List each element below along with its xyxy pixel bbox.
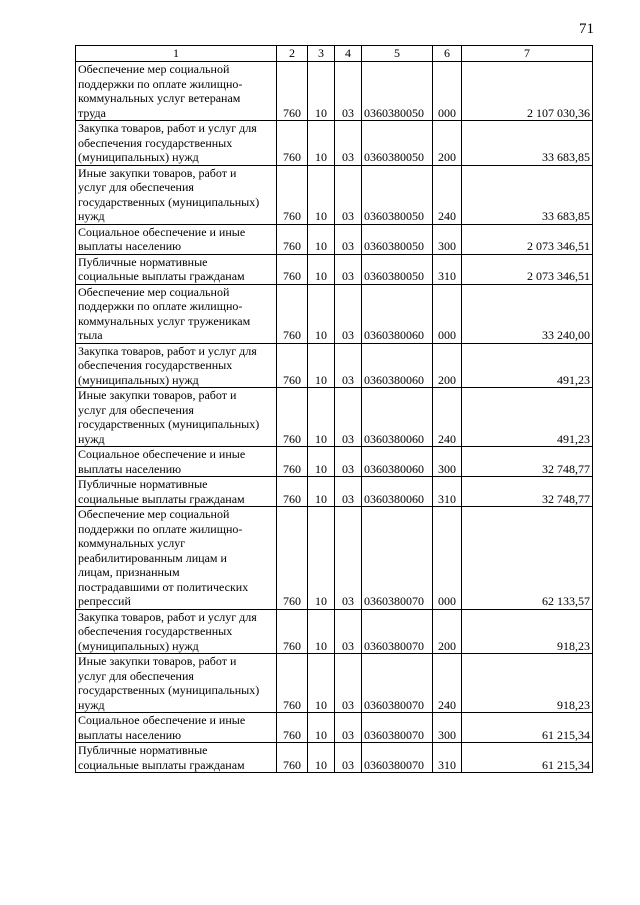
cell-c4: 03 [335, 609, 362, 654]
cell-c2: 760 [277, 743, 308, 773]
cell-name-line: коммунальных услуг ветеранам [78, 91, 241, 105]
table-row [76, 388, 593, 447]
cell-c6: 310 [433, 743, 462, 773]
cell-c7: 61 215,34 [462, 713, 593, 743]
cell-c7: 32 748,77 [462, 447, 593, 477]
cell-c3: 10 [308, 343, 335, 388]
cell-c2: 760 [277, 477, 308, 507]
cell-c7: 32 748,77 [462, 477, 593, 507]
table-body [76, 46, 593, 773]
table-row [76, 507, 593, 610]
cell-c3: 10 [308, 165, 335, 224]
table-row [76, 62, 593, 121]
cell-c3: 10 [308, 507, 335, 610]
cell-c3: 10 [308, 121, 335, 166]
table-row [76, 343, 593, 388]
table-row [76, 165, 593, 224]
cell-c5: 0360380070 [362, 609, 433, 654]
cell-name-line: поддержки по оплате жилищно- [78, 76, 243, 91]
cell-c6: 200 [433, 343, 462, 388]
cell-name-line: коммунальных услуг труженикам [78, 313, 251, 328]
cell-c2: 760 [277, 609, 308, 654]
cell-name [76, 654, 277, 713]
page-number: 71 [579, 21, 594, 37]
cell-name-line: Иные закупки товаров, работ и [78, 654, 237, 668]
cell-name-line: (муниципальных) нужд [78, 150, 199, 164]
cell-c6: 000 [433, 507, 462, 610]
cell-name-line: Закупка товаров, работ и услуг для [78, 343, 257, 358]
cell-c3: 10 [308, 447, 335, 477]
cell-c5: 0360380050 [362, 224, 433, 254]
cell-c3: 10 [308, 609, 335, 654]
cell-name-line: услуг для обеспечения [78, 402, 194, 417]
cell-name-line: реабилитированным лицам и [78, 550, 227, 565]
cell-c4: 03 [335, 224, 362, 254]
cell-c7: 491,23 [462, 343, 593, 388]
cell-c7: 2 107 030,36 [462, 62, 593, 121]
cell-name [76, 165, 277, 224]
cell-c6: 240 [433, 165, 462, 224]
cell-name-line: нужд [78, 431, 105, 446]
cell-name-line: тыла [78, 328, 103, 342]
cell-c5: 0360380060 [362, 388, 433, 447]
cell-name-line: Социальное обеспечение и иные [78, 713, 246, 727]
cell-c2: 760 [277, 343, 308, 388]
table-row [76, 713, 593, 743]
cell-c7: 918,23 [462, 609, 593, 654]
cell-c6: 300 [433, 447, 462, 477]
cell-c3: 10 [308, 224, 335, 254]
cell-c3: 10 [308, 477, 335, 507]
cell-name-line: поддержки по оплате жилищно- [78, 299, 243, 313]
cell-c5: 0360380050 [362, 62, 433, 121]
cell-c4: 03 [335, 284, 362, 343]
column-header-7: 7 [462, 46, 593, 62]
cell-c3: 10 [308, 743, 335, 773]
cell-name-line: обеспечения государственных [78, 358, 233, 372]
cell-c6: 240 [433, 654, 462, 713]
cell-c2: 760 [277, 447, 308, 477]
cell-name [76, 743, 277, 773]
column-header-5: 5 [362, 46, 433, 62]
cell-c7: 2 073 346,51 [462, 254, 593, 284]
cell-c3: 10 [308, 254, 335, 284]
cell-c2: 760 [277, 165, 308, 224]
cell-c2: 760 [277, 121, 308, 166]
budget-table [75, 45, 593, 773]
cell-name [76, 121, 277, 166]
cell-c2: 760 [277, 254, 308, 284]
cell-name-line: обеспечения государственных [78, 624, 233, 638]
table-header-row [76, 46, 593, 62]
cell-c5: 0360380060 [362, 343, 433, 388]
cell-c4: 03 [335, 654, 362, 713]
cell-c5: 0360380070 [362, 743, 433, 773]
cell-c6: 300 [433, 713, 462, 743]
cell-c4: 03 [335, 165, 362, 224]
cell-c5: 0360380050 [362, 254, 433, 284]
cell-c7: 33 683,85 [462, 165, 593, 224]
cell-c4: 03 [335, 254, 362, 284]
cell-name-line: Иные закупки товаров, работ и [78, 388, 237, 402]
cell-c3: 10 [308, 284, 335, 343]
cell-c4: 03 [335, 388, 362, 447]
table-row [76, 284, 593, 343]
cell-name-line: пострадавшими от политических [78, 579, 249, 594]
cell-name [76, 254, 277, 284]
cell-c4: 03 [335, 447, 362, 477]
cell-c5: 0360380070 [362, 507, 433, 610]
column-header-6: 6 [433, 46, 462, 62]
table-row [76, 254, 593, 284]
cell-c6: 200 [433, 609, 462, 654]
cell-name-line: Публичные нормативные [78, 477, 208, 491]
cell-c2: 760 [277, 654, 308, 713]
cell-name-line: (муниципальных) нужд [78, 372, 199, 387]
cell-c2: 760 [277, 284, 308, 343]
cell-c2: 760 [277, 713, 308, 743]
cell-name [76, 713, 277, 743]
cell-c7: 62 133,57 [462, 507, 593, 610]
cell-name [76, 224, 277, 254]
cell-c5: 0360380050 [362, 121, 433, 166]
cell-c5: 0360380060 [362, 447, 433, 477]
cell-c6: 200 [433, 121, 462, 166]
cell-c4: 03 [335, 507, 362, 610]
cell-name-line: обеспечения государственных [78, 135, 233, 150]
cell-c4: 03 [335, 343, 362, 388]
cell-name-line: коммунальных услуг [78, 536, 186, 550]
cell-c3: 10 [308, 654, 335, 713]
cell-name-line: выплаты населению [78, 461, 182, 476]
cell-name-line: (муниципальных) нужд [78, 638, 199, 653]
cell-name-line: репрессий [78, 594, 131, 608]
cell-c7: 33 683,85 [462, 121, 593, 166]
cell-c6: 310 [433, 254, 462, 284]
cell-c2: 760 [277, 224, 308, 254]
cell-name-line: государственных (муниципальных) [78, 194, 260, 209]
cell-c4: 03 [335, 477, 362, 507]
cell-c6: 310 [433, 477, 462, 507]
cell-name [76, 62, 277, 121]
cell-c6: 300 [433, 224, 462, 254]
cell-c5: 0360380070 [362, 713, 433, 743]
table-row [76, 447, 593, 477]
cell-name-line: Социальное обеспечение и иные [78, 224, 246, 239]
cell-name-line: нужд [78, 697, 105, 712]
column-header-3: 3 [308, 46, 335, 62]
cell-c4: 03 [335, 713, 362, 743]
cell-name-line: Социальное обеспечение и иные [78, 447, 246, 461]
cell-c5: 0360380070 [362, 654, 433, 713]
cell-name-line: Публичные нормативные [78, 743, 208, 757]
table-row [76, 477, 593, 507]
cell-name-line: услуг для обеспечения [78, 668, 194, 683]
cell-c4: 03 [335, 743, 362, 773]
cell-c7: 918,23 [462, 654, 593, 713]
cell-name-line: поддержки по оплате жилищно- [78, 521, 243, 536]
cell-name-line: социальные выплаты гражданам [78, 491, 245, 506]
cell-c2: 760 [277, 507, 308, 610]
column-header-4: 4 [335, 46, 362, 62]
cell-c4: 03 [335, 62, 362, 121]
cell-c5: 0360380060 [362, 477, 433, 507]
cell-name-line: Обеспечение мер социальной [78, 284, 230, 299]
cell-name-line: Иные закупки товаров, работ и [78, 165, 237, 180]
cell-name-line: государственных (муниципальных) [78, 683, 260, 697]
cell-c3: 10 [308, 713, 335, 743]
cell-name-line: Закупка товаров, работ и услуг для [78, 609, 257, 624]
cell-name-line: лицам, признанным [78, 565, 180, 579]
cell-name-line: нужд [78, 209, 105, 223]
cell-c7: 61 215,34 [462, 743, 593, 773]
cell-c5: 0360380050 [362, 165, 433, 224]
cell-name-line: Обеспечение мер социальной [78, 507, 230, 521]
cell-name-line: социальные выплаты гражданам [78, 757, 245, 772]
cell-name-line: государственных (муниципальных) [78, 417, 260, 431]
cell-name [76, 507, 277, 610]
cell-c7: 2 073 346,51 [462, 224, 593, 254]
table-row [76, 224, 593, 254]
cell-name-line: Публичные нормативные [78, 254, 208, 269]
cell-name-line: Закупка товаров, работ и услуг для [78, 121, 257, 135]
cell-name-line: социальные выплаты гражданам [78, 269, 245, 283]
cell-name-line: выплаты населению [78, 727, 182, 742]
column-header-1: 1 [76, 46, 277, 62]
cell-c6: 000 [433, 62, 462, 121]
cell-c7: 33 240,00 [462, 284, 593, 343]
cell-c7: 491,23 [462, 388, 593, 447]
cell-name [76, 447, 277, 477]
table-row [76, 743, 593, 773]
cell-name-line: услуг для обеспечения [78, 180, 194, 194]
table-row [76, 121, 593, 166]
cell-name [76, 284, 277, 343]
cell-name-line: труда [78, 105, 106, 120]
cell-c3: 10 [308, 388, 335, 447]
table-row [76, 609, 593, 654]
cell-name [76, 388, 277, 447]
cell-c3: 10 [308, 62, 335, 121]
column-header-2: 2 [277, 46, 308, 62]
cell-c6: 240 [433, 388, 462, 447]
cell-name [76, 343, 277, 388]
cell-c5: 0360380060 [362, 284, 433, 343]
cell-name [76, 477, 277, 507]
cell-c2: 760 [277, 62, 308, 121]
cell-name [76, 609, 277, 654]
cell-c2: 760 [277, 388, 308, 447]
cell-name-line: выплаты населению [78, 239, 182, 253]
cell-c4: 03 [335, 121, 362, 166]
cell-name-line: Обеспечение мер социальной [78, 62, 230, 76]
cell-c6: 000 [433, 284, 462, 343]
table-row [76, 654, 593, 713]
